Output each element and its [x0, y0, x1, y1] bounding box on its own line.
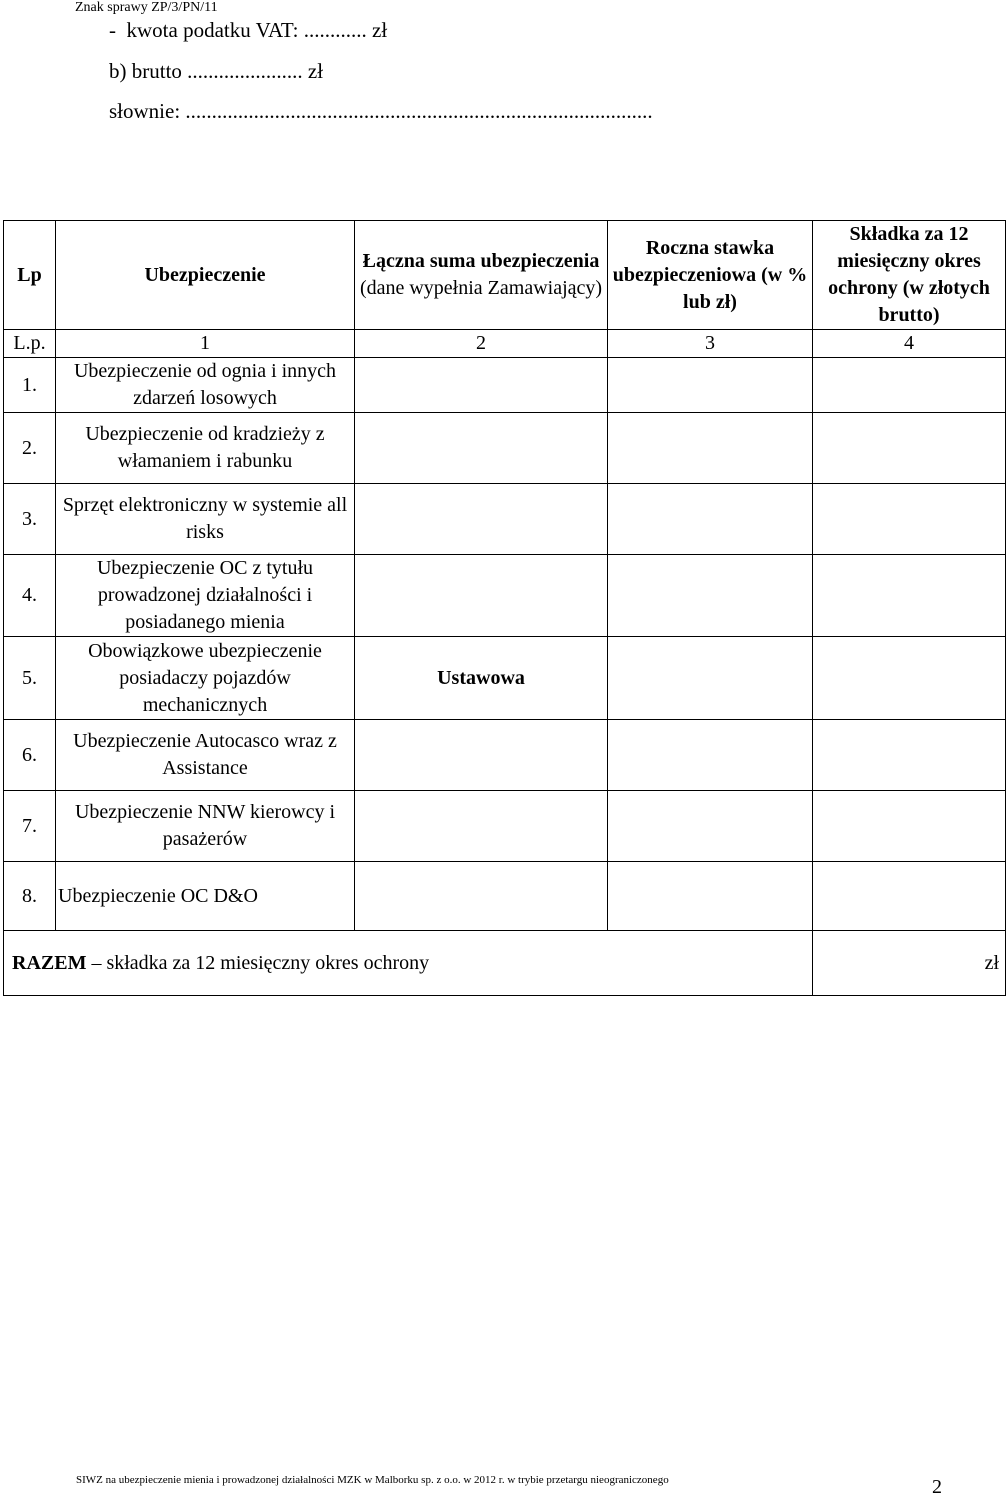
insurance-table [3, 220, 1006, 996]
table-row [4, 358, 1006, 413]
row-number: 3. [4, 484, 56, 555]
row-number: 5. [4, 637, 56, 720]
row-insurance-name: Sprzęt elektroniczny w systemie all risks [56, 484, 355, 555]
page-number: 2 [932, 1476, 942, 1498]
row-number: 8. [4, 862, 56, 931]
row-insurance-name: Ubezpieczenie OC z tytułu prowadzonej działalności i posiadanego mienia [56, 555, 355, 637]
header-rate: Roczna stawka ubezpieczeniowa (w % lub zł) [608, 221, 813, 330]
colnum-lp: L.p. [4, 330, 56, 358]
colnum-2: 2 [355, 330, 608, 358]
table-row [4, 862, 1006, 931]
row-insurance-name: Obowiązkowe ubezpieczenie posiadaczy pojazdów mechanicznych [56, 637, 355, 720]
table-row [4, 720, 1006, 791]
row-rate-cell [608, 637, 813, 720]
colnum-3: 3 [608, 330, 813, 358]
row-rate-cell [608, 791, 813, 862]
table-header-row [4, 221, 1006, 330]
header-fee: Składka za 12 miesięczny okres ochrony (w złotych brutto) [813, 221, 1006, 330]
row-rate-cell [608, 413, 813, 484]
row-number: 4. [4, 555, 56, 637]
row-rate-cell [608, 720, 813, 791]
row-sum-cell [355, 555, 608, 637]
table-row [4, 791, 1006, 862]
row-sum-statutory: Ustawowa [355, 637, 608, 720]
row-sum-cell [355, 720, 608, 791]
row-sum-cell [355, 413, 608, 484]
row-sum-cell [355, 358, 608, 413]
total-label-rest: – składka za 12 miesięczny okres ochrony [86, 951, 430, 974]
table-row [4, 413, 1006, 484]
case-number: Znak sprawy ZP/3/PN/11 [75, 0, 218, 15]
row-fee-cell [813, 358, 1006, 413]
row-rate-cell [608, 555, 813, 637]
row-fee-cell [813, 720, 1006, 791]
row-number: 7. [4, 791, 56, 862]
table-row [4, 555, 1006, 637]
row-fee-cell [813, 791, 1006, 862]
row-insurance-name: Ubezpieczenie OC D&O [56, 862, 355, 931]
row-number: 2. [4, 413, 56, 484]
row-fee-cell [813, 637, 1006, 720]
colnum-4: 4 [813, 330, 1006, 358]
header-sum-title: Łączna suma ubezpieczenia [362, 250, 600, 272]
row-insurance-name: Ubezpieczenie od kradzieży z włamaniem i rabunku [56, 413, 355, 484]
total-label-bold: RAZEM [12, 951, 87, 974]
total-row [4, 931, 1006, 996]
row-sum-cell [355, 862, 608, 931]
row-fee-cell [813, 413, 1006, 484]
row-fee-cell [813, 555, 1006, 637]
table-row [4, 484, 1006, 555]
vat-amount-line: - kwota podatku VAT: ............ zł [109, 18, 388, 42]
header-sum [355, 221, 608, 330]
row-rate-cell [608, 862, 813, 931]
total-label [4, 931, 813, 996]
total-currency: zł [813, 931, 1006, 996]
row-rate-cell [608, 358, 813, 413]
colnum-1: 1 [56, 330, 355, 358]
row-sum-cell [355, 484, 608, 555]
row-sum-cell [355, 791, 608, 862]
row-fee-cell [813, 484, 1006, 555]
row-insurance-name: Ubezpieczenie Autocasco wraz z Assistance [56, 720, 355, 791]
column-number-row [4, 330, 1006, 358]
row-fee-cell [813, 862, 1006, 931]
row-insurance-name: Ubezpieczenie NNW kierowcy i pasażerów [56, 791, 355, 862]
amount-in-words-line: słownie: ......................................................................................... [109, 99, 653, 123]
row-rate-cell [608, 484, 813, 555]
header-insurance: Ubezpieczenie [56, 221, 355, 330]
header-lp: Lp [4, 221, 56, 330]
row-number: 1. [4, 358, 56, 413]
header-sum-note: (dane wypełnia Zamawiający) [359, 277, 603, 299]
gross-amount-line: b) brutto ...................... zł [109, 59, 324, 83]
row-number: 6. [4, 720, 56, 791]
footer-text: SIWZ na ubezpieczenie mienia i prowadzonej działalności MZK w Malborku sp. z o.o. w 2012 r. w trybie przetargu nieograniczonego [76, 1474, 669, 1486]
row-insurance-name: Ubezpieczenie od ognia i innych zdarzeń losowych [56, 358, 355, 413]
table-row [4, 637, 1006, 720]
